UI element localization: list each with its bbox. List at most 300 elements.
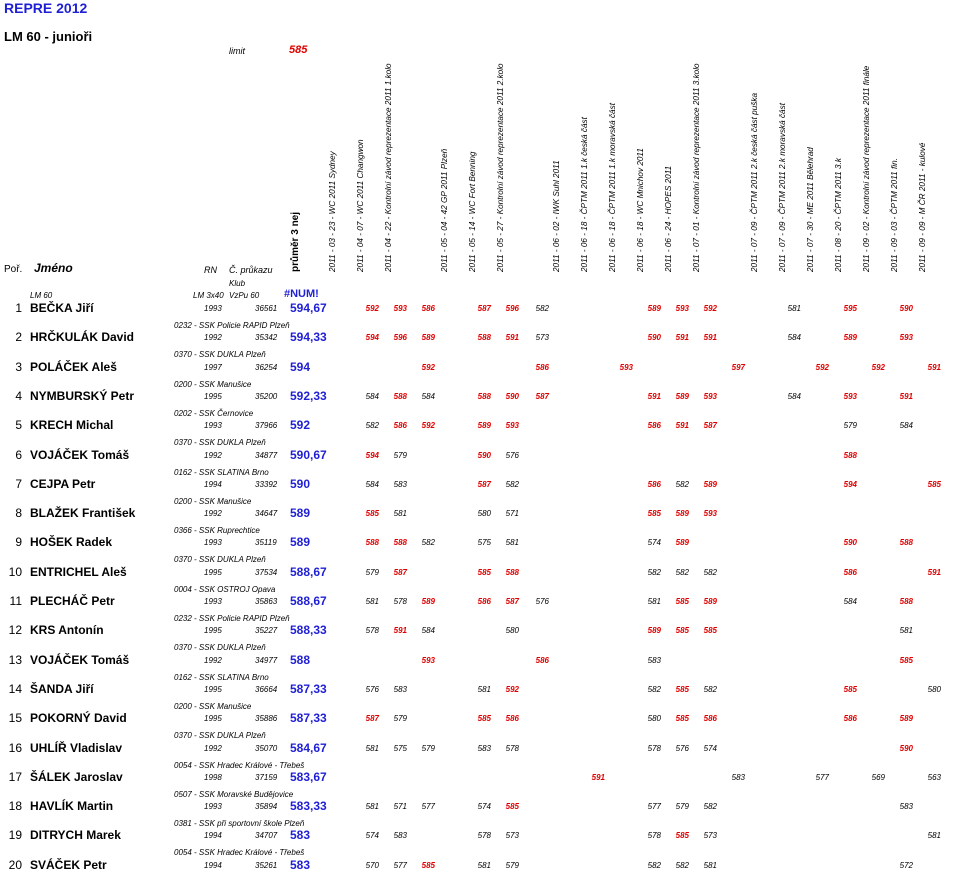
score-cell: 582	[675, 480, 689, 489]
score-cell: 594	[365, 333, 379, 342]
rank-cell: 20	[8, 858, 22, 871]
rank-cell: 14	[8, 682, 22, 696]
score-cell: 594	[365, 451, 379, 460]
shooter-name: KRS Antonín	[30, 623, 104, 637]
birth-year: 1993	[204, 538, 222, 547]
score-cell: 582	[365, 421, 379, 430]
score-cell: 581	[365, 802, 379, 811]
rank-cell: 11	[9, 594, 22, 608]
score-cell: 588	[393, 538, 407, 547]
birth-year: 1992	[204, 333, 222, 342]
score-cell: 587	[703, 421, 717, 430]
score-cell: 590	[899, 744, 913, 753]
average-score: 583,67	[290, 770, 327, 784]
birth-year: 1995	[204, 392, 222, 401]
score-cell: 577	[393, 861, 407, 870]
score-cell: 579	[843, 421, 857, 430]
score-cell: 590	[647, 333, 661, 342]
score-cell: 586	[477, 597, 491, 606]
score-cell: 589	[647, 626, 661, 635]
score-cell: 590	[843, 538, 857, 547]
average-score: 587,33	[290, 711, 327, 725]
score-cell: 585	[675, 685, 689, 694]
score-cell: 574	[365, 831, 379, 840]
average-score: 594	[290, 360, 311, 374]
competition-header: 2011 - 09 - 03 - ČPTM 2011 fin.	[890, 158, 899, 272]
score-cell: 588	[843, 451, 857, 460]
card-number: 34647	[255, 509, 278, 518]
score-cell: 579	[393, 451, 407, 460]
score-cell: 589	[477, 421, 491, 430]
shooter-name: KRECH Michal	[30, 418, 114, 432]
competition-header: 2011 - 09 - 02 - Kontrolní závod reprezentace 2011 finále	[862, 65, 871, 272]
score-cell: 593	[703, 392, 717, 401]
score-cell: 589	[421, 333, 435, 342]
limit-value: 585	[289, 44, 308, 56]
score-cell: 581	[787, 304, 801, 313]
score-cell: 573	[505, 831, 519, 840]
score-cell: 584	[899, 421, 913, 430]
score-cell: 576	[365, 685, 379, 694]
score-cell: 592	[365, 304, 379, 313]
score-cell: 588	[505, 568, 519, 577]
birth-year: 1993	[204, 597, 222, 606]
score-cell: 578	[647, 831, 661, 840]
score-cell: 584	[365, 392, 379, 401]
score-cell: 586	[505, 714, 519, 723]
club-name: 0202 - SSK Černovice	[174, 409, 254, 418]
average-score: 584,67	[290, 741, 327, 755]
score-cell: 571	[505, 509, 519, 518]
score-cell: 593	[421, 656, 435, 665]
score-cell: 587	[393, 568, 407, 577]
shooter-name: BLAŽEK František	[30, 506, 136, 520]
competition-header: 2011 - 07 - 09 - ČPTM 2011 2.k česká část puška	[750, 93, 759, 272]
score-cell: 574	[477, 802, 491, 811]
club-name: 0370 - SSK DUKLA Plzeň	[174, 643, 266, 652]
score-cell: 580	[505, 626, 519, 635]
birth-year: 1995	[204, 568, 222, 577]
club-name: 0366 - SSK Ruprechtice	[174, 526, 260, 535]
birth-year: 1995	[204, 626, 222, 635]
score-cell: 578	[505, 744, 519, 753]
average-score: 592	[290, 418, 311, 432]
score-cell: 586	[647, 480, 661, 489]
score-cell: 590	[505, 392, 519, 401]
card-number: 34707	[255, 831, 278, 840]
shooter-name: BEČKA Jiří	[30, 301, 94, 315]
lm60-label: LM 60	[30, 291, 53, 300]
score-cell: 588	[477, 392, 491, 401]
score-cell: 579	[675, 802, 689, 811]
score-cell: 584	[787, 392, 801, 401]
score-cell: 583	[647, 656, 661, 665]
club-name: 0200 - SSK Manušice	[174, 380, 252, 389]
birth-year: 1992	[204, 656, 222, 665]
club-name: 0381 - SSK při sportovní škole Plzeň	[174, 819, 305, 828]
score-cell: 586	[843, 568, 857, 577]
score-cell: 586	[703, 714, 717, 723]
score-cell: 581	[647, 597, 661, 606]
shooter-name: ENTRICHEL Aleš	[30, 565, 127, 579]
club-name: 0232 - SSK Policie RAPID Plzeň	[174, 614, 290, 623]
birth-year: 1994	[204, 480, 222, 489]
competition-header: 2011 - 06 - 02 - IWK Suhl 2011	[552, 160, 561, 272]
score-cell: 585	[647, 509, 661, 518]
competition-header: 2011 - 05 - 04 - 42 GP 2011 Plzeň	[440, 148, 449, 272]
score-cell: 591	[927, 568, 941, 577]
score-cell: 583	[393, 480, 407, 489]
score-cell: 587	[477, 480, 491, 489]
competition-header: 2011 - 04 - 07 - WC 2011 Changwon	[356, 139, 365, 272]
competition-header: 2011 - 06 - 18 - WC Mnichov 2011	[636, 148, 645, 272]
score-cell: 586	[421, 304, 435, 313]
club-name: 0054 - SSK Hradec Králové - Třebeš	[174, 848, 305, 857]
score-cell: 591	[647, 392, 661, 401]
club-name: 0162 - SSK SLATINA Brno	[174, 673, 269, 682]
club-name: 0054 - SSK Hradec Králové - Třebeš	[174, 761, 305, 770]
average-score: 588,67	[290, 594, 327, 608]
shooter-name: HRČKULÁK David	[30, 330, 135, 344]
score-cell: 585	[703, 626, 717, 635]
rank-cell: 18	[8, 799, 22, 813]
vzpu-label: VzPu 60	[229, 291, 260, 300]
score-cell: 579	[365, 568, 379, 577]
average-score: 588,33	[290, 623, 327, 637]
score-cell: 582	[535, 304, 549, 313]
score-cell: 591	[675, 421, 689, 430]
score-cell: 587	[365, 714, 379, 723]
score-cell: 589	[647, 304, 661, 313]
shooter-name: PLECHÁČ Petr	[30, 594, 115, 608]
rank-cell: 12	[8, 623, 22, 637]
score-cell: 589	[675, 392, 689, 401]
score-cell: 572	[899, 861, 913, 870]
score-cell: 585	[927, 480, 941, 489]
rank-cell: 6	[15, 448, 22, 462]
competition-header: 2011 - 05 - 14 - WC Fort Benning	[468, 151, 477, 272]
club-column-header: Klub	[229, 279, 246, 288]
score-cell: 582	[703, 685, 717, 694]
score-cell: 581	[899, 626, 913, 635]
card-number: 35894	[255, 802, 278, 811]
score-cell: 582	[505, 480, 519, 489]
score-cell: 592	[703, 304, 717, 313]
score-cell: 591	[899, 392, 913, 401]
birth-year: 1992	[204, 509, 222, 518]
average-score: 592,33	[290, 389, 327, 403]
score-cell: 592	[421, 363, 435, 372]
category-title: LM 60 - junioři	[4, 29, 93, 44]
score-cell: 589	[899, 714, 913, 723]
score-cell: 583	[477, 744, 491, 753]
average-score: 594,33	[290, 330, 327, 344]
rank-cell: 19	[8, 828, 22, 842]
club-name: 0370 - SSK DUKLA Plzeň	[174, 555, 266, 564]
rank-cell: 1	[15, 301, 22, 315]
club-name: 0200 - SSK Manušice	[174, 702, 252, 711]
rank-cell: 17	[8, 770, 22, 784]
score-cell: 579	[393, 714, 407, 723]
score-cell: 582	[647, 861, 661, 870]
shooter-name: CEJPA Petr	[30, 477, 96, 491]
club-name: 0162 - SSK SLATINA Brno	[174, 468, 269, 477]
card-number: 35119	[255, 538, 277, 547]
score-cell: 585	[843, 685, 857, 694]
average-score: 583	[290, 858, 311, 871]
score-cell: 593	[393, 304, 407, 313]
score-cell: 575	[393, 744, 407, 753]
card-number: 35342	[255, 333, 278, 342]
score-cell: 589	[703, 597, 717, 606]
score-cell: 582	[647, 685, 661, 694]
score-cell: 574	[647, 538, 661, 547]
rank-cell: 15	[8, 711, 22, 725]
average-score: 590	[290, 477, 311, 491]
rank-cell: 16	[8, 741, 22, 755]
num-error-cell: #NUM!	[284, 288, 319, 300]
score-cell: 576	[505, 451, 519, 460]
score-cell: 574	[703, 744, 717, 753]
score-cell: 588	[393, 392, 407, 401]
card-number: 33392	[255, 480, 278, 489]
score-cell: 593	[619, 363, 633, 372]
club-name: 0200 - SSK Manušice	[174, 497, 252, 506]
score-cell: 597	[731, 363, 745, 372]
birth-year: 1995	[204, 714, 222, 723]
score-cell: 584	[421, 626, 435, 635]
birth-year: 1995	[204, 685, 222, 694]
competition-header: 2011 - 08 - 20 - ČPTM 2011 3.k	[834, 158, 843, 272]
score-cell: 586	[843, 714, 857, 723]
club-name: 0370 - SSK DUKLA Plzeň	[174, 438, 266, 447]
average-score: 588	[290, 653, 311, 667]
score-cell: 587	[477, 304, 491, 313]
score-cell: 581	[365, 744, 379, 753]
score-cell: 585	[365, 509, 379, 518]
rank-cell: 2	[15, 330, 22, 344]
rank-cell: 9	[15, 535, 22, 549]
score-cell: 581	[505, 538, 519, 547]
score-cell: 596	[505, 304, 519, 313]
score-cell: 591	[703, 333, 717, 342]
score-cell: 588	[477, 333, 491, 342]
score-cell: 591	[927, 363, 941, 372]
score-cell: 589	[421, 597, 435, 606]
rank-cell: 4	[15, 389, 22, 403]
score-cell: 582	[647, 568, 661, 577]
shooter-name: HOŠEK Radek	[30, 535, 113, 549]
score-cell: 594	[843, 480, 857, 489]
rn-column-header: RN	[204, 265, 217, 275]
rank-cell: 10	[8, 565, 22, 579]
score-cell: 589	[675, 509, 689, 518]
score-cell: 585	[899, 656, 913, 665]
club-name: 0507 - SSK Moravské Budějovice	[174, 790, 294, 799]
score-cell: 580	[477, 509, 491, 518]
shooter-name: SVÁČEK Petr	[30, 858, 107, 871]
birth-year: 1993	[204, 304, 222, 313]
shooter-name: DITRYCH Marek	[30, 828, 121, 842]
score-cell: 582	[675, 861, 689, 870]
score-cell: 563	[927, 773, 941, 782]
score-cell: 591	[505, 333, 519, 342]
score-cell: 580	[647, 714, 661, 723]
score-cell: 577	[815, 773, 829, 782]
card-number: 34877	[255, 451, 278, 460]
score-cell: 585	[421, 861, 435, 870]
competition-header: 2011 - 06 - 24 - HOPES 2011	[664, 165, 673, 272]
card-number: 35886	[255, 714, 278, 723]
score-cell: 581	[477, 861, 491, 870]
card-number: 37534	[255, 568, 278, 577]
birth-year: 1994	[204, 831, 222, 840]
competition-header: 2011 - 09 - 09 - M ČR 2011 - kulové	[918, 142, 927, 272]
average-score: 589	[290, 506, 311, 520]
score-cell: 590	[899, 304, 913, 313]
score-cell: 585	[505, 802, 519, 811]
score-cell: 591	[675, 333, 689, 342]
birth-year: 1992	[204, 744, 222, 753]
score-cell: 581	[365, 597, 379, 606]
score-cell: 588	[899, 597, 913, 606]
score-cell: 587	[505, 597, 519, 606]
score-cell: 573	[703, 831, 717, 840]
score-cell: 589	[843, 333, 857, 342]
score-cell: 583	[393, 831, 407, 840]
score-cell: 593	[675, 304, 689, 313]
score-cell: 569	[871, 773, 885, 782]
club-name: 0232 - SSK Policie RAPID Plzeň	[174, 321, 290, 330]
shooter-name: ŠANDA Jiří	[30, 682, 94, 696]
card-number: 35200	[255, 392, 278, 401]
average-score: 583,33	[290, 799, 327, 813]
score-cell: 582	[421, 538, 435, 547]
score-cell: 583	[393, 685, 407, 694]
shooter-name: VOJÁČEK Tomáš	[30, 448, 130, 462]
score-cell: 582	[703, 802, 717, 811]
rank-cell: 7	[15, 477, 22, 491]
score-cell: 579	[505, 861, 519, 870]
score-cell: 589	[675, 538, 689, 547]
page-title: REPRE 2012	[4, 0, 88, 16]
score-cell: 589	[703, 480, 717, 489]
score-cell: 592	[871, 363, 885, 372]
score-cell: 581	[393, 509, 407, 518]
score-cell: 584	[421, 392, 435, 401]
score-cell: 592	[815, 363, 829, 372]
average-score: 583	[290, 828, 311, 842]
competition-header: 2011 - 03 - 23 - WC 2011 Sydney	[328, 151, 337, 272]
club-name: 0370 - SSK DUKLA Plzeň	[174, 731, 266, 740]
average-score: 594,67	[290, 301, 327, 315]
score-cell: 584	[843, 597, 857, 606]
rank-cell: 8	[15, 506, 22, 520]
card-number: 35261	[255, 861, 278, 870]
score-cell: 592	[421, 421, 435, 430]
limit-label: limit	[229, 46, 245, 56]
score-cell: 586	[535, 656, 549, 665]
rank-cell: 5	[15, 418, 22, 432]
score-cell: 585	[477, 568, 491, 577]
birth-year: 1993	[204, 802, 222, 811]
competition-header: 2011 - 06 - 18 - ČPTM 2011 1.k česká část	[580, 117, 589, 272]
average-score: 590,67	[290, 448, 327, 462]
score-cell: 578	[365, 626, 379, 635]
birth-year: 1997	[204, 363, 222, 372]
score-cell: 584	[787, 333, 801, 342]
score-cell: 577	[647, 802, 661, 811]
score-cell: 587	[535, 392, 549, 401]
shooter-name: POLÁČEK Aleš	[30, 360, 117, 374]
score-cell: 584	[365, 480, 379, 489]
lm3x40-label: LM 3x40	[193, 291, 224, 300]
score-cell: 591	[393, 626, 407, 635]
shooter-name: NYMBURSKÝ Petr	[30, 389, 135, 403]
card-number: 35070	[255, 744, 278, 753]
score-cell: 582	[703, 568, 717, 577]
birth-year: 1992	[204, 451, 222, 460]
competition-header: 2011 - 07 - 01 - Kontrolní závod reprezentace 2011 3.kolo	[692, 63, 701, 272]
score-cell: 585	[675, 597, 689, 606]
score-cell: 583	[899, 802, 913, 811]
club-name: 0370 - SSK DUKLA Plzeň	[174, 350, 266, 359]
card-number: 37159	[255, 773, 278, 782]
score-cell: 586	[535, 363, 549, 372]
rank-column-header: Poř.	[4, 264, 23, 275]
rank-cell: 13	[8, 653, 22, 667]
score-cell: 579	[421, 744, 435, 753]
shooter-name: ŠÁLEK Jaroslav	[30, 770, 123, 784]
card-number: 35227	[255, 626, 278, 635]
score-cell: 588	[365, 538, 379, 547]
score-cell: 592	[505, 685, 519, 694]
competition-header: 2011 - 07 - 30 - ME 2011 Bělehrad	[806, 147, 815, 272]
score-cell: 585	[675, 831, 689, 840]
score-cell: 570	[365, 861, 379, 870]
name-column-header: Jméno	[34, 261, 73, 275]
score-cell: 580	[927, 685, 941, 694]
shooter-name: UHLÍŘ Vladislav	[30, 741, 123, 755]
score-cell: 593	[703, 509, 717, 518]
competition-header: 2011 - 06 - 18 - ČPTM 2011 1.k moravská část	[608, 103, 617, 272]
score-cell: 590	[477, 451, 491, 460]
score-cell: 596	[393, 333, 407, 342]
average-score: 587,33	[290, 682, 327, 696]
score-cell: 581	[477, 685, 491, 694]
card-number: 36254	[255, 363, 278, 372]
club-name: 0004 - SSK OSTROJ Opava	[174, 585, 276, 594]
score-cell: 576	[675, 744, 689, 753]
score-cell: 593	[899, 333, 913, 342]
score-cell: 595	[843, 304, 857, 313]
birth-year: 1994	[204, 861, 222, 870]
score-cell: 573	[535, 333, 549, 342]
score-cell: 586	[647, 421, 661, 430]
score-cell: 576	[535, 597, 549, 606]
score-cell: 581	[703, 861, 717, 870]
competition-header: 2011 - 05 - 27 - Kontrolní závod reprezentace 2011 2.kolo	[496, 63, 505, 272]
birth-year: 1993	[204, 421, 222, 430]
competition-header: 2011 - 07 - 09 - ČPTM 2011 2.k moravská část	[778, 103, 787, 272]
card-column-header: Č. průkazu	[229, 265, 273, 275]
score-cell: 578	[477, 831, 491, 840]
card-number: 37966	[255, 421, 278, 430]
score-cell: 588	[899, 538, 913, 547]
score-cell: 571	[393, 802, 407, 811]
score-cell: 583	[731, 773, 745, 782]
score-cell: 586	[393, 421, 407, 430]
